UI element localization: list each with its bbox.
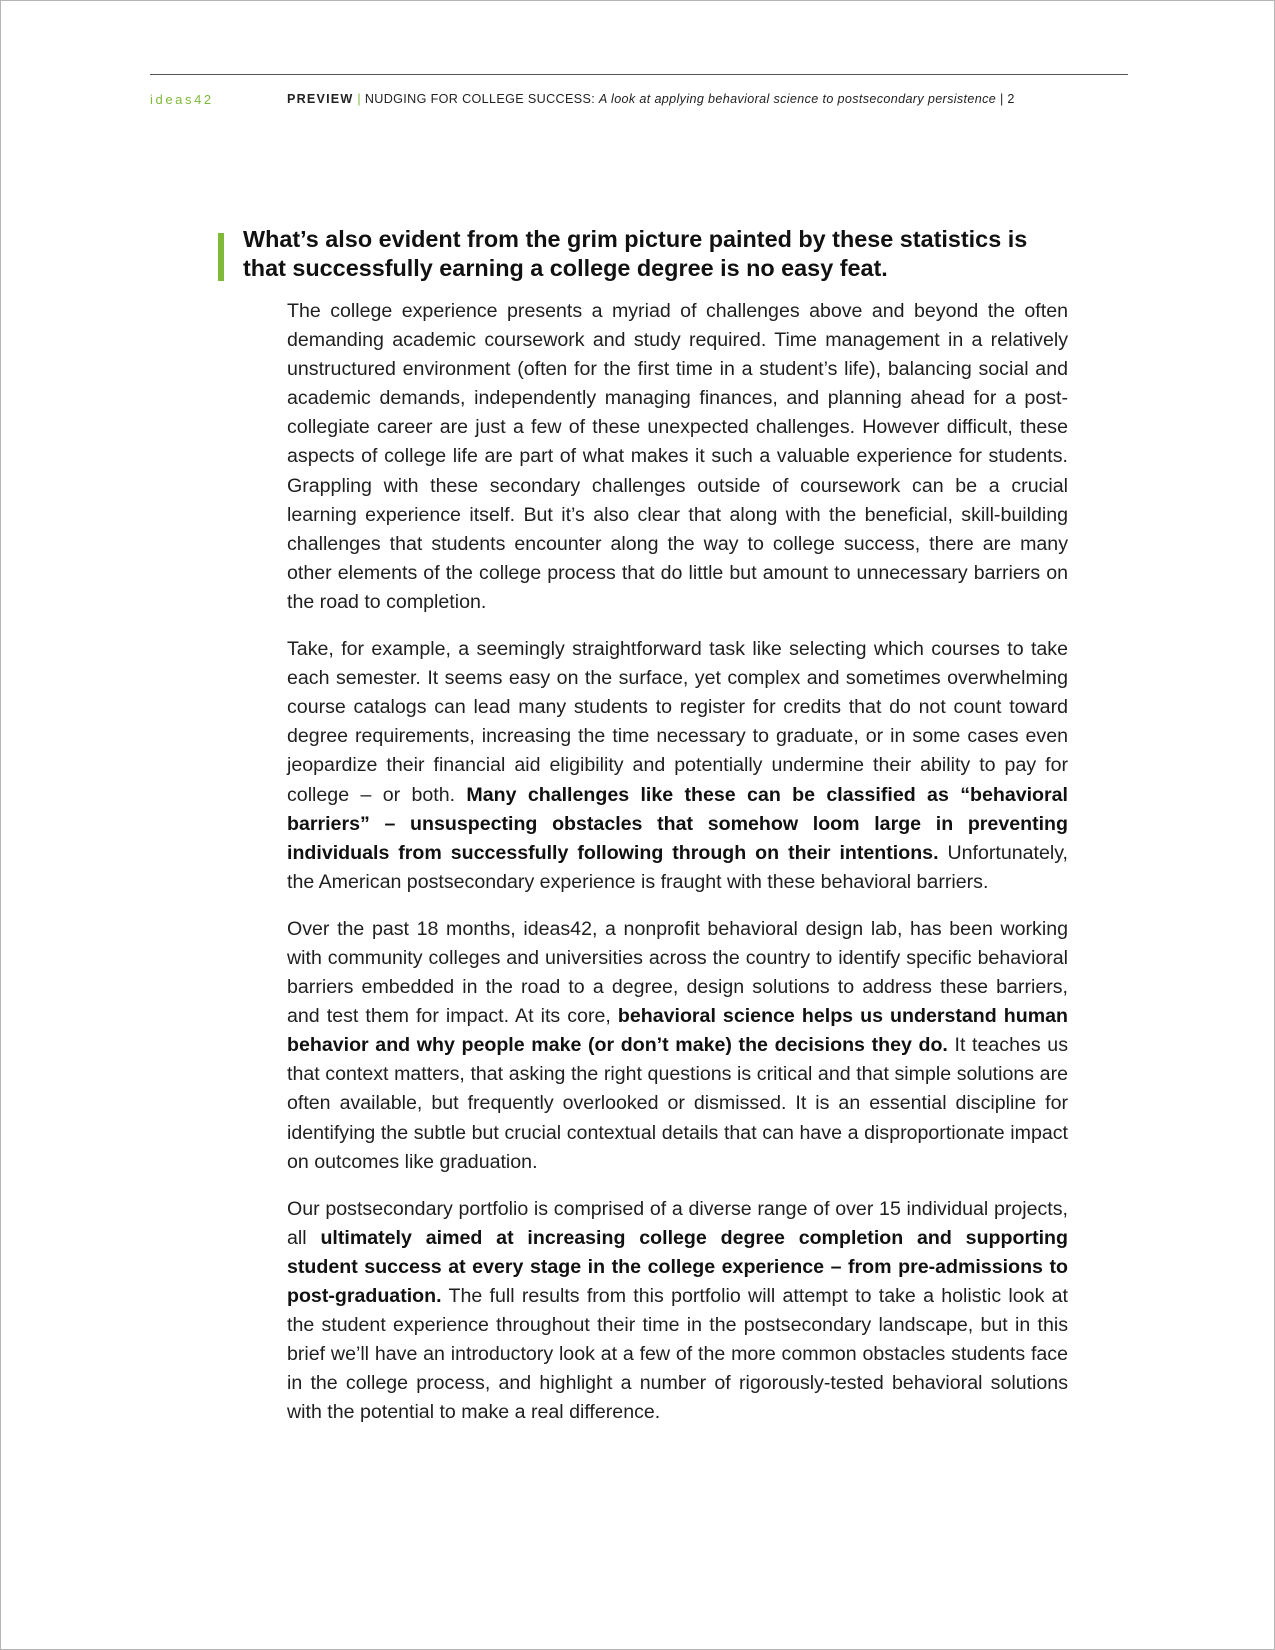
paragraph-2-text: Take, for example, a seemingly straightforward task like selecting which courses to take each semester. It seems easy on the surface, yet complex and sometimes overwhelming course catalogs can lead many students to register for credits that do not count toward degree requirements, increasing the time necessary to graduate, or in some cases even jeopardize their financial aid eligibility and potentially undermine their ability to pay for college – or both. xyxy=(287,638,1068,806)
paragraph-4-emphasis: ultimately aimed at increasing college degree completion and supporting student success at every stage in the college experience – from pre-admissions to post-graduation. xyxy=(287,1226,1068,1307)
paragraph-3-text: Over the past 18 months, ideas42, a nonprofit behavioral design lab, has been working with community colleges and universities across the country to identify specific behavioral barriers embedded in the road to a degree, design solutions to address these barriers, and test them for impact. At its core, xyxy=(287,917,1068,1028)
paragraph-2-text-end: Unfortunately, the American postsecondary experience is fraught with these behavioral barriers. xyxy=(287,841,1068,893)
paragraph-2 xyxy=(287,635,1068,897)
paragraph-1 xyxy=(287,297,1068,617)
header-rule xyxy=(150,74,1128,75)
paragraph-3 xyxy=(287,915,1068,1177)
header-title: NUDGING FOR COLLEGE SUCCESS: xyxy=(364,92,596,106)
header-subtitle: A look at applying behavioral science to postsecondary persistence xyxy=(598,92,997,106)
pullquote-heading: What’s also evident from the grim picture painted by these statistics is that successfully earning a college degree is no easy feat. xyxy=(243,226,1028,281)
body-text xyxy=(287,297,1068,1445)
page-number: | 2 xyxy=(999,92,1015,106)
paragraph-3-emphasis: behavioral science helps us understand human behavior and why people make (or don’t make) the decisions they do. xyxy=(287,1005,1068,1057)
brand-logo-text: ideas42 xyxy=(150,92,214,107)
running-header xyxy=(287,92,1128,106)
paragraph-4 xyxy=(287,1195,1068,1428)
preview-label: PREVIEW xyxy=(287,92,354,106)
header-separator: | xyxy=(357,92,361,106)
paragraph-4-text: Our postsecondary portfolio is comprised of a diverse range of over 15 individual projects, all xyxy=(287,1197,1068,1249)
paragraph-2-emphasis: Many challenges like these can be classified as “behavioral barriers” – unsuspecting obstacles that somehow loom large in preventing individuals from successfully following through on their intentions. xyxy=(287,783,1068,864)
pullquote-accent-bar xyxy=(218,233,224,281)
paragraph-1-text: The college experience presents a myriad of challenges above and beyond the often demanding academic coursework and study required. Time management in a relatively unstructured environment (often for the first time in a student’s life), balancing social and academic demands, independently managing finances, and planning ahead for a post-collegiate career are just a few of these unexpected challenges. However difficult, these aspects of college life are part of what makes it such a valuable experience for students. Grappling with these secondary challenges outside of coursework can be a crucial learning experience itself. But it’s also clear that along with the beneficial, skill-building challenges that students encounter along the way to college success, there are many other elements of the college process that do little but amount to unnecessary barriers on the road to completion. xyxy=(287,300,1068,613)
paragraph-3-text-end: It teaches us that context matters, that asking the right questions is critical and that simple solutions are often available, but frequently overlooked or dismissed. It is an essential discipline for identifying the subtle but crucial contextual details that can have a disproportionate impact on outcomes like graduation. xyxy=(287,1034,1068,1173)
paragraph-4-text-end: The full results from this portfolio will attempt to take a holistic look at the student experience throughout their time in the postsecondary landscape, but in this brief we’ll have an introductory look at a few of the more common obstacles students face in the college process, and highlight a number of rigorously-tested behavioral solutions with the potential to make a real difference. xyxy=(287,1285,1068,1424)
